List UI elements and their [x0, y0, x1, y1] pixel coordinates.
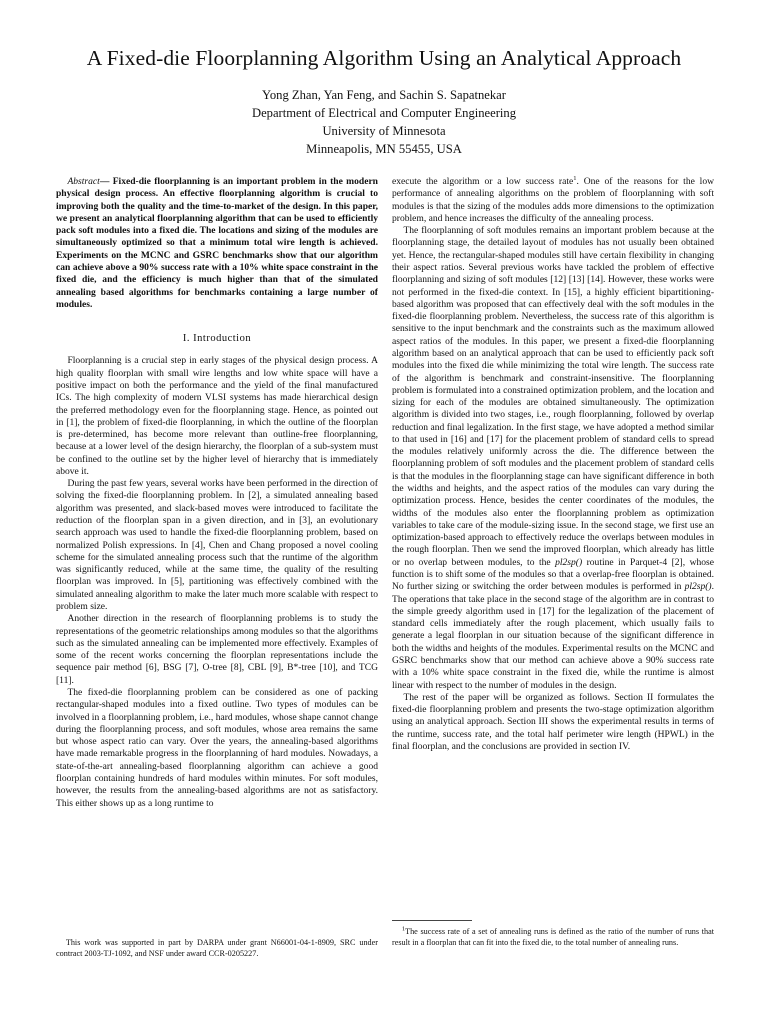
intro-paragraph-1: Floorplanning is a crucial step in early stages of the physical design process. A high quality floorplan with small wire lengths and low white space will have a positive impact on both the performance and the yield of the final manufactured ICs. The high complexity of modern VLSI systems has made hierarchical design the preferred methodology even for the floorplanning stage. Hence, as pointed out in [1], the problem of fixed-die floorplanning, in which the outline of the floorplan is pre-determined, has become more relevant than outline-free floorplanning, because at a lower level of the design hierarchy, the floorplan of a sub-system must be confined to the outline set by the higher level of hierarchy that is immediately above it.	[56, 355, 378, 477]
right-paragraph-3: The rest of the paper will be organized as follows. Section II formulates the fixed-die floorplanning problem and presents the two-stage optimization algorithm using an analytical approach. Section III shows the experimental results in terms of the runtime, success rate, and the total half perimeter wire length (HPWL) in the final floorplan, and the conclusions are provided in section IV.	[392, 691, 714, 752]
success-rate-footnote	[392, 927, 714, 948]
routine-name: pl2sp()	[555, 556, 583, 568]
right-column	[392, 176, 714, 753]
success-rate-footnote-text	[392, 927, 714, 948]
intro-paragraph-2: During the past few years, several works have been performed in the direction of solving the fixed-die floorplanning problem. In [2], a simulated annealing based algorithm was presented, and slack-based moves were introduced to facilitate the reduction of the floorplan span in a given direction, and in [3], an evolutionary search approach was used to handle the fixed-die floorplanning problem, based on normalized Polish expressions. In [4], Chen and Chang proposed a novel cooling scheme for the simulated annealing process such that the runtime of the algorithm was significantly reduced, while at the same time, the quality of the resulting floorplan was improved. In [5], partitioning was effectively combined with the simulated annealing algorithm to make the later much more scalable with respect to problem size.	[56, 478, 378, 612]
right-paragraph-2	[392, 225, 714, 692]
right-paragraph-1	[392, 176, 714, 225]
intro-paragraph-3: Another direction in the research of floorplanning problems is to study the representations of the geometric relationships among modules so that the algorithms such as the simulated annealing can be implemented more effectively. Examples of some of the recent works concerning the floorplan representations include the sequence pair method [6], BSG [7], O-tree [8], CBL [9], B*-tree [10], and TCG [11].	[56, 613, 378, 686]
abstract-text: — Fixed-die floorplanning is an important problem in the modern physical design process. An effective floorplanning algorithm is crucial to improving both the quality and the time-to-market of the design. In this paper, we present an analytical floorplanning algorithm that can be used to efficiently pack soft modules into a fixed die. The locations and sizing of the modules are simultaneously optimized so that a minimum total wire length is achieved. Experiments on the MCNC and GSRC benchmarks show that our algorithm can achieve above a 90% success rate with a 10% white space constraint in the fixed die, and the efficiency is much higher than that of the simulated annealing based algorithms for benchmarks containing a large number of modules.	[56, 176, 378, 310]
funding-footnote	[56, 938, 378, 959]
author-block	[0, 86, 768, 158]
author-names: Yong Zhan, Yan Feng, and Sachin S. Sapatnekar	[262, 88, 506, 102]
footnote-number: 1	[401, 925, 406, 933]
affiliation-department: Department of Electrical and Computer Engineering	[251, 106, 517, 120]
affiliation-university: University of Minnesota	[322, 124, 446, 138]
abstract-label: Abstract	[67, 176, 100, 187]
paper-title: A Fixed-die Floorplanning Algorithm Using an Analytical Approach	[86, 46, 682, 70]
right-paragraph-2-text: The floorplanning of soft modules remains an important problem because at the floorplanning stage, the detailed layout of modules has not usually been obtained yet. Hence, the rectangular-shaped modules still have certain flexibility in changing their aspect ratios. Several previous works have tackled the problem of effective floorplanning and sizing of soft modules [12] [13] [14]. However, these works were not performed in the fixed-die context. In [15], a highly efficient bipartitioning-based algorithm was proposed that can effectively deal with the soft modules in the fixed-die floorplanning problem. Nevertheless, the success rate of this algorithm is sensitive to the input benchmark and the constraints such as the maximum allowed aspect ratios of the modules. In this paper, we present a fixed-die floorplanning algorithm based on an analytical approach that can be used to efficiently pack soft modules into the fixed die while minimizing the total wire length. The success rate of the algorithm is benchmark and constraint-insensitive. The floorplanning problem is formulated into a constrained optimization problem, and the location and sizing for each of the modules are obtained simultaneously. The optimization algorithm is divided into two stages, i.e., rough floorplanning, followed by overlap reduction and final legalization. In the first stage, we have adopted a method similar to that used in [16] and [17] for the placement problem of standard cells to spread the modules relatively uniformly across the die. The difference between the floorplanning problem of soft modules and the placement problem of standard cells is that the modules in the floorplanning stage can have significant difference in both the widths and heights, and the aspect ratios of the modules can vary during the optimization process. Hence, besides the center coordinates of the modules, the widths of the modules also enter the floorplanning problem as optimization variables to take care of the module-sizing issue. In the second stage, we first use an optimization-based approach to effectively reduce the overlaps between modules in the rough floorplan. Then we send the improved floorplan, which already has little or no overlap between modules, to the	[392, 225, 714, 568]
footnote-marker: 1	[573, 174, 577, 182]
footnote-body: The success rate of a set of annealing runs is defined as the ratio of the number of runs that result in a floorplan that can fit into the fixed die, to the total number of annealing runs.	[392, 927, 714, 947]
affiliation-address: Minneapolis, MN 55455, USA	[306, 142, 462, 156]
routine-name: pl2sp()	[684, 581, 712, 593]
right-paragraph-1-text: execute the algorithm or a low success rate	[392, 176, 574, 187]
abstract	[56, 176, 378, 311]
section-heading-introduction: I. Introduction	[182, 333, 252, 345]
right-paragraph-2-end: . The operations that take place in the second stage of the algorithm are in contrast to the simple greedy algorithm used in [17] for the legalization of the placement of standard cells immediately after the rough placement, which usually fails to generate a legal floorplan in our situation because of the significant difference in both the widths and heights of the modules. Experimental results on the MCNC and GSRC benchmarks show that our method can achieve above a 90% success rate with a 10% white space constraint in the fixed die, while the runtime is almost linear with respect to the number of modules in the design.	[392, 581, 714, 691]
right-paragraph-2-mid: routine in Parquet-4 [2], whose function is to shift some of the modules so that a overlap-free floorplan is obtained. No further sizing or switching the order between modules is performed in	[392, 556, 714, 593]
funding-footnote-text: This work was supported in part by DARPA under grant N66001-04-1-8909, SRC under contract 2003-TJ-1092, and NSF under award CCR-0205227.	[56, 938, 378, 958]
footnote-rule	[392, 920, 472, 921]
intro-paragraph-4: The fixed-die floorplanning problem can be considered as one of packing rectangular-shaped modules into a fixed outline. Two types of modules can be involved in a floorplanning problem, i.e., hard modules, whose shape cannot change during the floorplanning process, and soft modules, whose area remains the same but whose aspect ratio can vary. Over the years, the annealing-based algorithms have made remarkable progress in the floorplanning of hard modules. Nowadays, a state-of-the-art annealing-based floorplanning algorithm can achieve a good floorplan containing hundreds of hard modules within minutes. For soft modules, however, the results from the annealing-based algorithms are not as satisfactory. This either shows up as a long runtime to	[56, 686, 378, 809]
left-column	[56, 176, 378, 810]
right-paragraph-1-rest: . One of the reasons for the low performance of annealing algorithms on the problem of floorplanning with soft modules is that the sizing of the modules adds more dimensions to the optimization problem, and hence increases the difficulty of the annealing process.	[392, 176, 714, 224]
